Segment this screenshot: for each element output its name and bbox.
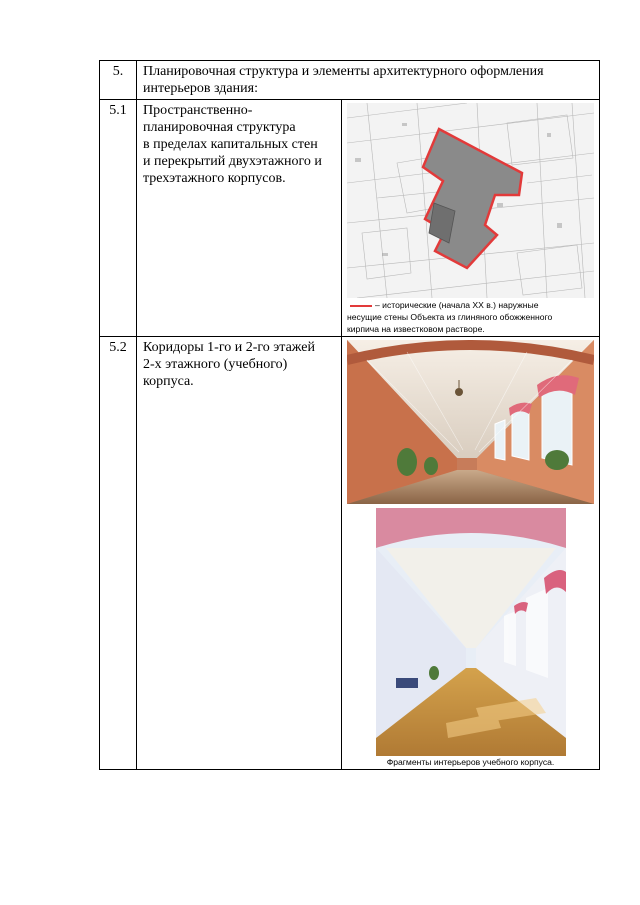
row-5-1-figure-cell [342,100,600,337]
legend-text-line: кирпича на известковом растворе. [347,324,485,334]
legend-red-line [350,305,372,307]
heritage-table [99,60,600,770]
description-line: Коридоры 1-го и 2-го этажей [143,340,315,355]
legend-text-line: несущие стены Объекта из глиняного обожженного [347,312,553,322]
photo-caption: Фрагменты интерьеров учебного корпуса. [386,757,555,767]
description-line: в пределах капитальных стен [143,137,318,152]
corridor-photo-second-floor [376,508,566,756]
description-line: трехэтажного корпусов. [143,171,286,186]
row-5-1-description [137,100,342,337]
row-5-2-figure-cell [342,337,600,770]
section-number: 5. [100,61,137,100]
section-header-row [100,61,600,100]
description-line: Пространственно- [143,103,253,118]
site-plan-map [347,103,594,298]
section-title: Планировочная структура и элементы архитектурного оформления интерьеров здания: [137,61,600,100]
description-line: планировочная структура [143,120,296,135]
map-legend [347,299,594,335]
row-5-2-number: 5.2 [100,337,137,770]
corridor-photo-first-floor [347,340,594,504]
description-line: 2-х этажного (учебного) [143,357,288,372]
row-5-1-number: 5.1 [100,100,137,337]
row-5-1 [100,100,600,337]
row-5-2-description [137,337,342,770]
legend-text-line: – исторические (начала XX в.) наружные [375,300,539,310]
description-line: и перекрытий двухэтажного и [143,154,322,169]
description-line: корпуса. [143,374,194,389]
row-5-2 [100,337,600,770]
